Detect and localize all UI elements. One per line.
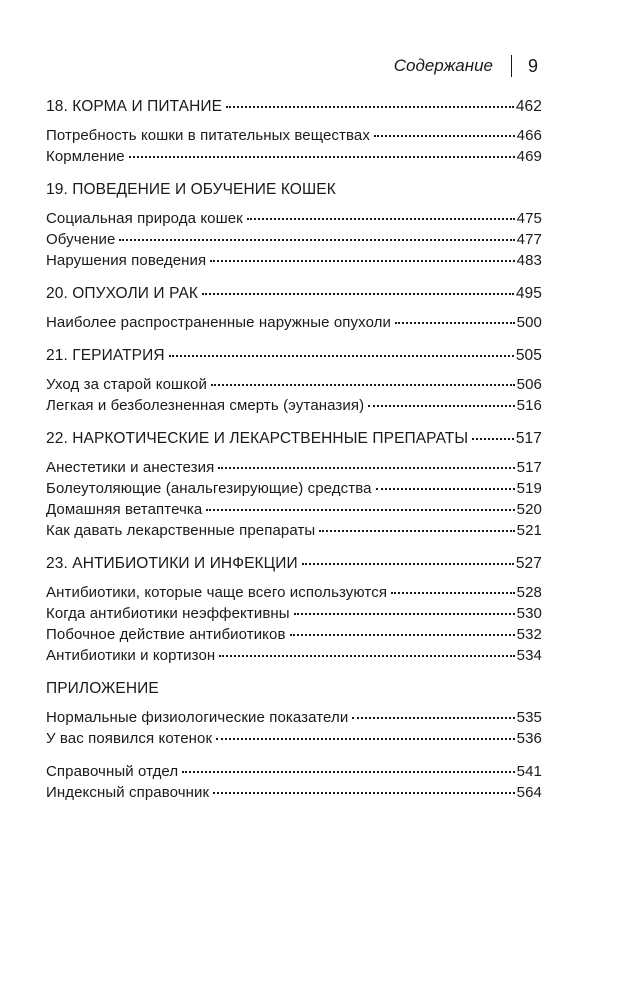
dot-leader	[319, 529, 514, 532]
chapter-title: 21. ГЕРИАТРИЯ	[46, 347, 165, 364]
chapter-page-number: 517	[515, 430, 542, 447]
entry-title: Нарушения поведения	[46, 252, 207, 269]
dot-leader	[368, 404, 514, 407]
entry-title: Побочное действие антибиотиков	[46, 626, 286, 643]
toc-chapter	[46, 283, 542, 304]
entry-title: Обучение	[46, 231, 116, 248]
entry-title: Справочный отдел	[46, 763, 179, 780]
toc-entry	[46, 146, 542, 167]
entry-title: Наиболее распространенные наружные опухоли	[46, 314, 392, 331]
chapter-title: 20. ОПУХОЛИ И РАК	[46, 285, 199, 302]
entry-title: Болеутоляющие (анальгезирующие) средства	[46, 480, 372, 497]
entry-title: Антибиотики, которые чаще всего используются	[46, 584, 388, 601]
toc-entry	[46, 761, 542, 782]
toc-entry	[46, 707, 542, 728]
dot-leader	[169, 354, 514, 357]
dot-leader	[395, 321, 515, 324]
table-of-contents	[46, 96, 542, 803]
entry-page-number: 528	[516, 584, 542, 601]
toc-entry	[46, 250, 542, 271]
toc-chapter	[46, 428, 542, 449]
entry-page-number: 532	[516, 626, 542, 643]
dot-leader	[182, 770, 514, 773]
chapter-page-number: 527	[515, 555, 542, 572]
dot-leader	[216, 737, 515, 740]
chapter-page-number: 505	[515, 347, 542, 364]
entry-page-number: 541	[516, 763, 542, 780]
dot-leader	[226, 105, 514, 108]
entry-page-number: 519	[516, 480, 542, 497]
entry-page-number: 469	[516, 148, 542, 165]
dot-leader	[206, 508, 514, 511]
entry-title: У вас появился котенок	[46, 730, 213, 747]
entry-title: Социальная природа кошек	[46, 210, 243, 227]
entry-page-number: 483	[516, 252, 542, 269]
toc-entry	[46, 582, 542, 603]
entry-page-number: 477	[516, 231, 542, 248]
dot-leader	[294, 612, 515, 615]
chapter-page-number: 462	[515, 98, 542, 115]
entry-title: Анестетики и анестезия	[46, 459, 215, 476]
entry-page-number: 534	[516, 647, 542, 664]
chapter-page-number: 495	[515, 285, 542, 302]
toc-entry	[46, 229, 542, 250]
entry-title: Потребность кошки в питательных веществах	[46, 127, 370, 144]
toc-entry	[46, 499, 542, 520]
entry-page-number: 564	[516, 784, 542, 801]
entry-page-number: 520	[516, 501, 542, 518]
dot-leader	[352, 716, 514, 719]
dot-leader	[472, 437, 514, 440]
toc-entry	[46, 645, 542, 666]
running-head	[394, 55, 538, 77]
toc-entry	[46, 312, 542, 333]
entry-title: Антибиотики и кортизон	[46, 647, 216, 664]
dot-leader	[247, 217, 515, 220]
page-number: 9	[527, 55, 538, 76]
toc-entry	[46, 208, 542, 229]
dot-leader	[213, 791, 515, 794]
toc-entry	[46, 395, 542, 416]
chapter-title: 22. НАРКОТИЧЕСКИЕ И ЛЕКАРСТВЕННЫЕ ПРЕПАРАТЫ	[46, 430, 469, 447]
entry-page-number: 521	[516, 522, 542, 539]
toc-entry	[46, 125, 542, 146]
toc-chapter	[46, 345, 542, 366]
entry-page-number: 466	[516, 127, 542, 144]
entry-page-number: 535	[516, 709, 542, 726]
dot-leader	[129, 155, 515, 158]
toc-chapter	[46, 553, 542, 574]
toc-entry	[46, 457, 542, 478]
header-divider	[511, 55, 512, 77]
chapter-title: 18. КОРМА И ПИТАНИЕ	[46, 98, 223, 115]
toc-entry	[46, 624, 542, 645]
entry-page-number: 516	[516, 397, 542, 414]
entry-title: Индексный справочник	[46, 784, 210, 801]
entry-title: Когда антибиотики неэффективны	[46, 605, 290, 622]
entry-title: Уход за старой кошкой	[46, 376, 207, 393]
dot-leader	[302, 562, 514, 565]
entry-page-number: 530	[516, 605, 542, 622]
chapter-title: ПРИЛОЖЕНИЕ	[46, 680, 159, 697]
toc-entry	[46, 603, 542, 624]
dot-leader	[119, 238, 514, 241]
entry-title: Кормление	[46, 148, 125, 165]
dot-leader	[211, 383, 515, 386]
chapter-title: 23. АНТИБИОТИКИ И ИНФЕКЦИИ	[46, 555, 298, 572]
toc-chapter	[46, 179, 542, 200]
entry-title: Как давать лекарственные препараты	[46, 522, 316, 539]
toc-entry	[46, 478, 542, 499]
dot-leader	[376, 487, 515, 490]
dot-leader	[374, 134, 515, 137]
entry-title: Нормальные физиологические показатели	[46, 709, 349, 726]
entry-title: Легкая и безболезненная смерть (эутаназия)	[46, 397, 365, 414]
chapter-title: 19. ПОВЕДЕНИЕ И ОБУЧЕНИЕ КОШЕК	[46, 181, 336, 198]
entry-title: Домашняя ветаптечка	[46, 501, 203, 518]
section-title: Содержание	[393, 56, 493, 75]
entry-page-number: 475	[516, 210, 542, 227]
entry-page-number: 506	[516, 376, 542, 393]
dot-leader	[391, 591, 515, 594]
toc-entry	[46, 728, 542, 749]
entry-page-number: 536	[516, 730, 542, 747]
toc-chapter	[46, 96, 542, 117]
dot-leader	[218, 466, 514, 469]
toc-chapter	[46, 678, 542, 699]
dot-leader	[202, 292, 514, 295]
toc-entry	[46, 520, 542, 541]
toc-entry	[46, 782, 542, 803]
entry-page-number: 517	[516, 459, 542, 476]
dot-leader	[210, 259, 514, 262]
toc-entry	[46, 374, 542, 395]
entry-page-number: 500	[516, 314, 542, 331]
dot-leader	[290, 633, 515, 636]
dot-leader	[219, 654, 514, 657]
